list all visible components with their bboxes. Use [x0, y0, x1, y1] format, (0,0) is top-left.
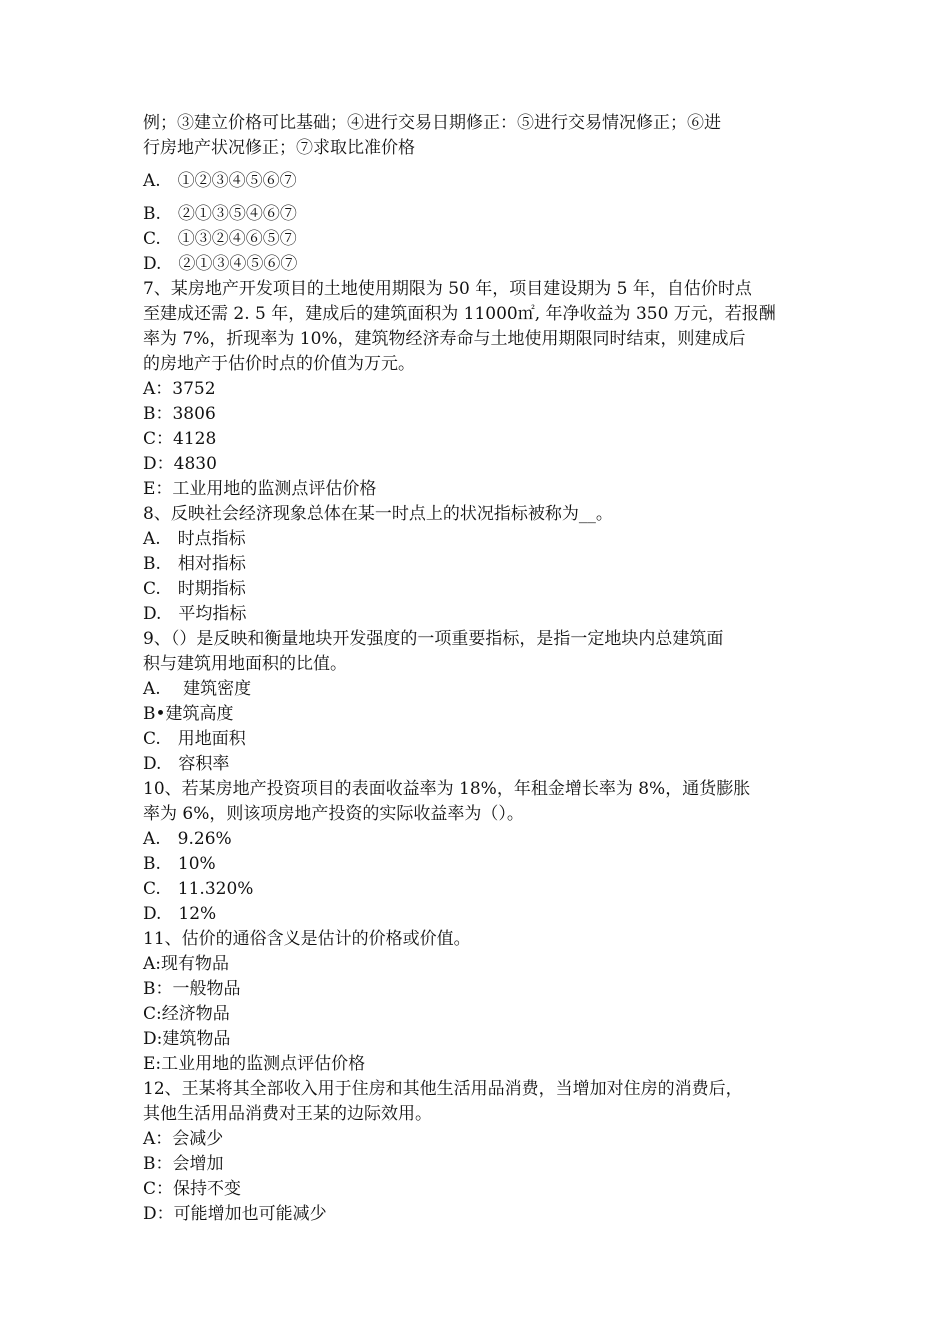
option-d: D. 容积率 — [143, 754, 230, 774]
option-b: B. 相对指标 — [143, 554, 246, 574]
question-12 — [143, 1077, 813, 1227]
option-d: D. 12% — [143, 904, 217, 924]
question-stem-line: 9、（）是反映和衡量地块开发强度的一项重要指标，是指一定地块内总建筑面 — [143, 629, 724, 649]
question-7 — [143, 277, 813, 502]
option-a: A：3752 — [143, 379, 216, 399]
option-e: E:工业用地的监测点评估价格 — [143, 1054, 366, 1074]
question-stem-line: 7、某房地产开发项目的土地使用期限为 50 年，项目建设期为 5 年，自估价时点 — [143, 279, 752, 299]
option-a: A. ①②③④⑤⑥⑦ — [143, 171, 297, 191]
option-b: B：会增加 — [143, 1154, 224, 1174]
question-10 — [143, 777, 813, 927]
option-a: A:现有物品 — [143, 954, 230, 974]
question-stem-line: 积与建筑用地面积的比值。 — [143, 654, 347, 674]
question-stem-line: 10、若某房地产投资项目的表面收益率为 18%，年租金增长率为 8%，通货膨胀 — [143, 779, 751, 799]
question-8 — [143, 502, 813, 627]
question-9 — [143, 627, 813, 777]
option-c: C. ①③②④⑥⑤⑦ — [143, 229, 297, 249]
option-d: D. ②①③④⑤⑥⑦ — [143, 254, 298, 274]
option-a: A. 建筑密度 — [143, 679, 252, 699]
option-d: D. 平均指标 — [143, 604, 247, 624]
option-b: B. 10% — [143, 854, 216, 874]
question-stem-line: 例；③建立价格可比基础；④进行交易日期修正：⑤进行交易情况修正；⑥进 — [143, 113, 721, 133]
question-6 — [143, 111, 813, 277]
option-b: B：3806 — [143, 404, 216, 424]
question-stem-line: 的房地产于估价时点的价值为万元。 — [143, 354, 415, 374]
question-stem-line: 率为 7%，折现率为 10%，建筑物经济寿命与土地使用期限同时结束，则建成后 — [143, 329, 746, 349]
option-c: C:经济物品 — [143, 1004, 230, 1024]
option-c: C. 用地面积 — [143, 729, 246, 749]
question-stem-line: 11、估价的通俗含义是估计的价格或价值。 — [143, 929, 471, 949]
option-c: C. 11.320% — [143, 879, 254, 899]
question-stem-line: 行房地产状况修正；⑦求取比准价格 — [143, 138, 415, 158]
option-d: D：4830 — [143, 454, 217, 474]
option-a: A：会减少 — [143, 1129, 224, 1149]
question-stem-line: 至建成还需 2. 5 年，建成后的建筑面积为 11000㎡, 年净收益为 350 万元，若报酬 — [143, 304, 776, 324]
question-stem-line: 8、反映社会经济现象总体在某一时点上的状况指标被称为__。 — [143, 504, 613, 524]
option-b: B：一般物品 — [143, 979, 241, 999]
option-b: B. ②①③⑤④⑥⑦ — [143, 204, 297, 224]
question-stem-line: 12、王某将其全部收入用于住房和其他生活用品消费，当增加对住房的消费后， — [143, 1079, 743, 1099]
option-b: B•建筑高度 — [143, 704, 234, 724]
option-a: A. 9.26% — [143, 829, 232, 849]
option-e: E：工业用地的监测点评估价格 — [143, 479, 377, 499]
option-c: C：保持不变 — [143, 1179, 242, 1199]
option-d: D:建筑物品 — [143, 1029, 231, 1049]
question-stem-line: 率为 6%，则该项房地产投资的实际收益率为（）。 — [143, 804, 524, 824]
option-c: C：4128 — [143, 429, 217, 449]
question-stem-line: 其他生活用品消费对王某的边际效用。 — [143, 1104, 432, 1124]
option-a: A. 时点指标 — [143, 529, 246, 549]
document-page — [143, 111, 813, 1227]
question-11 — [143, 927, 813, 1077]
option-d: D：可能增加也可能减少 — [143, 1204, 327, 1224]
option-c: C. 时期指标 — [143, 579, 246, 599]
